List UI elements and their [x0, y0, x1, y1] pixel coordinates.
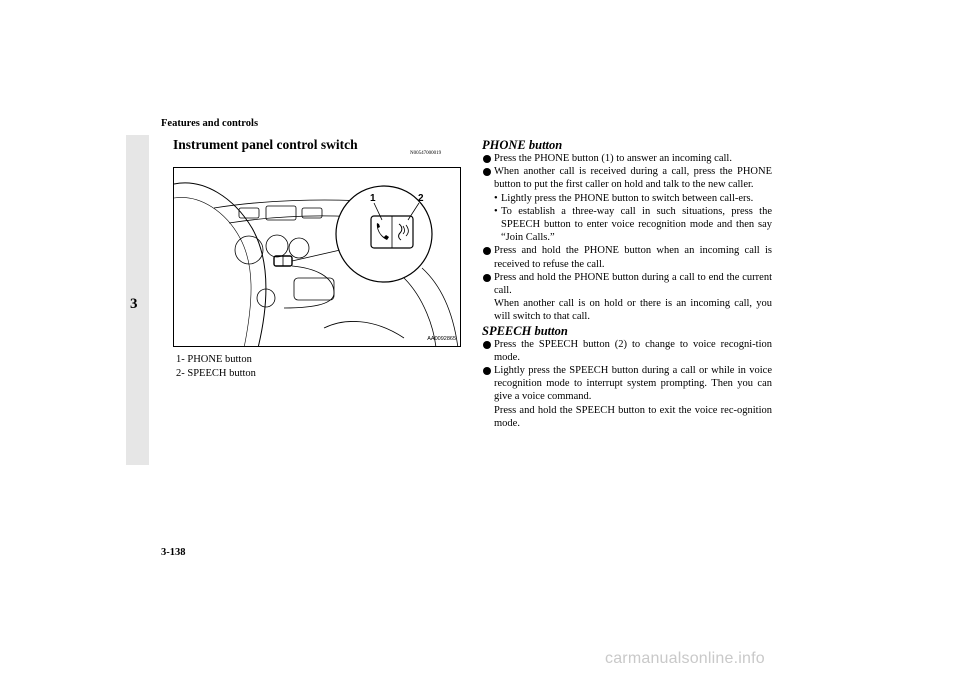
- speech-bullet-2: Lightly press the SPEECH button during a call or while in voice recognition mode to interrupt system prompting. Then you can give a voice command.: [482, 364, 772, 404]
- instructions-column: [482, 138, 772, 430]
- phone-sub-bullet-1: • Lightly press the PHONE button to switch between call-ers.: [494, 192, 754, 204]
- page-number: 3-138: [161, 547, 186, 558]
- legend-item-phone: 1- PHONE button: [176, 354, 252, 365]
- bullet-dot: [483, 341, 491, 349]
- speech-heading: SPEECH button: [482, 323, 568, 338]
- dashboard-drawing: [174, 168, 461, 347]
- phone-bullet-4-continuation: When another call is on hold or there is an incoming call, you will switch to that call.: [494, 298, 772, 323]
- section-code: N00547000019: [410, 151, 442, 156]
- phone-bullet-3: Press and hold the PHONE button when an incoming call is received to refuse the call.: [482, 244, 772, 270]
- legend-item-speech: 2- SPEECH button: [176, 368, 256, 379]
- figure-code: AA0092865: [427, 336, 456, 342]
- speech-bullet-1: Press the SPEECH button (2) to change to voice recogni-tion mode.: [482, 338, 772, 364]
- figure-legend: [176, 353, 256, 381]
- dashboard-illustration: [173, 167, 461, 347]
- bullet-dot: [483, 274, 491, 282]
- watermark: carmanualsonline.info: [605, 650, 765, 667]
- running-header: Features and controls: [161, 118, 259, 129]
- bullet-dot: [483, 168, 491, 176]
- bullet-dot: [483, 155, 491, 163]
- bullet-dot: [483, 367, 491, 375]
- phone-bullet-1: Press the PHONE button (1) to answer an incoming call.: [482, 152, 772, 165]
- speech-bullet-2-continuation: Press and hold the SPEECH button to exit the voice rec-ognition mode.: [494, 404, 772, 429]
- callout-2: 2: [418, 193, 424, 204]
- phone-heading: PHONE button: [482, 138, 563, 152]
- phone-sub-bullet-2: • To establish a three-way call in such situations, press the SPEECH button to enter voice recognition mode and then say “Join Calls.”: [494, 205, 772, 244]
- bullet-dot: [483, 247, 491, 255]
- callout-1: 1: [370, 193, 376, 204]
- chapter-number: 3: [130, 296, 138, 312]
- phone-bullet-4: Press and hold the PHONE button during a call to end the current call.: [482, 271, 772, 297]
- phone-bullet-2: When another call is received during a call, press the PHONE button to put the first caller on hold and talk to the new caller.: [482, 165, 772, 191]
- section-title: Instrument panel control switch: [173, 137, 358, 152]
